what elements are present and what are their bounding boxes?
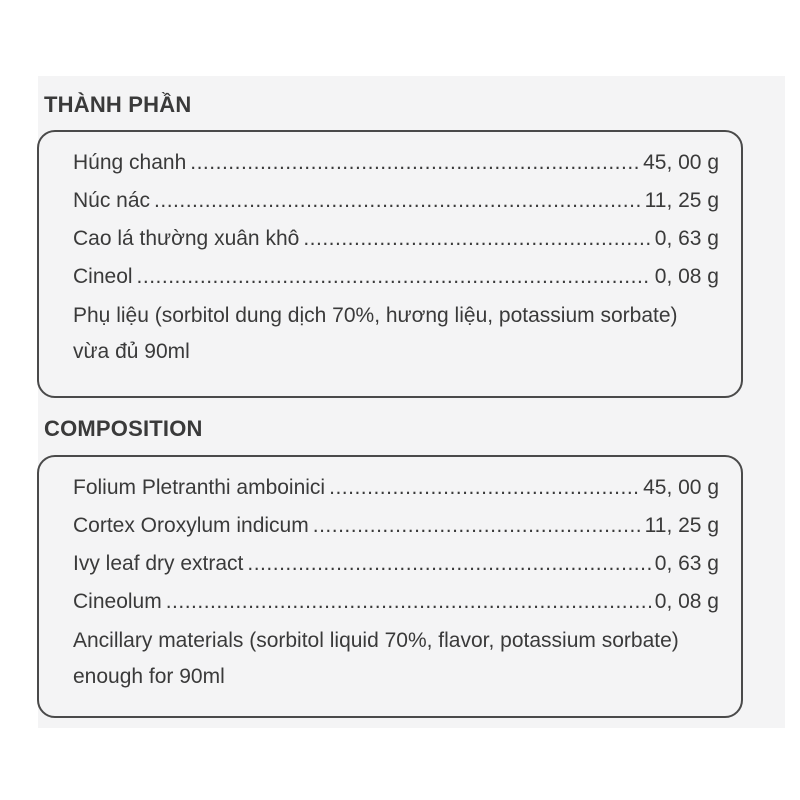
ingredient-amount: 0, 08 g	[654, 590, 719, 613]
leader-dots	[329, 469, 639, 507]
excipients-note: Ancillary materials (sorbitol liquid 70%, flavor, potassium sorbate) enough for 90ml	[73, 629, 679, 688]
ingredient-amount: 0, 63 g	[654, 552, 719, 575]
ingredient-row	[73, 144, 719, 182]
ingredient-amount: 11, 25 g	[644, 514, 719, 537]
leader-dots	[166, 583, 651, 621]
ingredient-amount: 11, 25 g	[644, 189, 719, 212]
english-heading: COMPOSITION	[44, 416, 203, 441]
english-composition-box	[37, 455, 743, 718]
ingredient-row	[73, 507, 719, 545]
ingredient-row	[73, 182, 719, 220]
ingredient-row	[73, 583, 719, 621]
ingredient-name: Cao lá thường xuân khô	[73, 227, 300, 250]
leader-dots	[247, 545, 650, 583]
ingredient-name: Ivy leaf dry extract	[73, 552, 244, 575]
leader-dots	[154, 182, 641, 220]
ingredient-amount: 0, 63 g	[654, 227, 719, 250]
ingredient-name: Cortex Oroxylum indicum	[73, 514, 309, 537]
ingredient-name: Folium Pletranthi amboinici	[73, 476, 326, 499]
ingredient-amount: 0, 08 g	[654, 265, 719, 288]
ingredient-row	[73, 220, 719, 258]
ingredient-row	[73, 545, 719, 583]
leader-dots	[313, 507, 641, 545]
excipients-note: Phụ liệu (sorbitol dung dịch 70%, hương liệu, potassium sorbate) vừa đủ 90ml	[73, 304, 678, 363]
ingredient-amount: 45, 00 g	[643, 476, 719, 499]
leader-dots	[190, 144, 639, 182]
ingredient-name: Cineolum	[73, 590, 162, 613]
ingredient-amount: 45, 00 g	[643, 151, 719, 174]
ingredient-name: Cineol	[73, 265, 133, 288]
ingredient-row	[73, 258, 719, 296]
vietnamese-composition-box	[37, 130, 743, 398]
vietnamese-heading: THÀNH PHẦN	[44, 92, 192, 117]
ingredient-name: Húng chanh	[73, 151, 187, 174]
ingredient-name: Núc nác	[73, 189, 151, 212]
leader-dots	[137, 258, 651, 296]
ingredient-row	[73, 469, 719, 507]
leader-dots	[303, 220, 650, 258]
